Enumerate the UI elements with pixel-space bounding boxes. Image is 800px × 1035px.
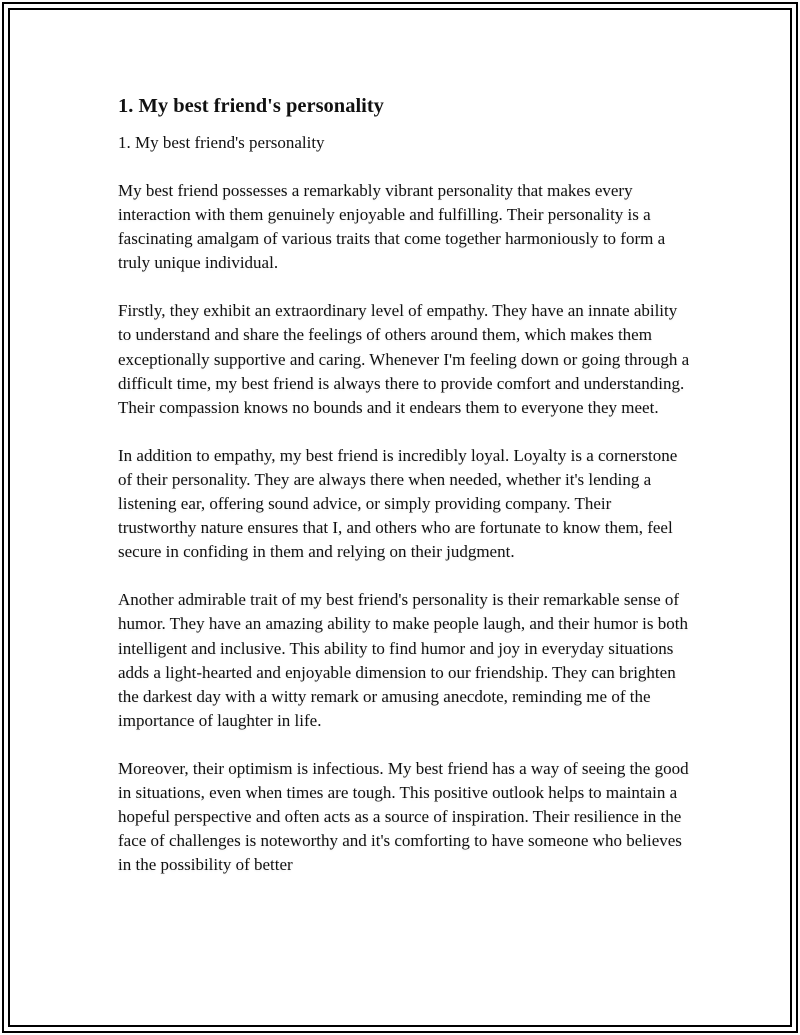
- paragraph-optimism: Moreover, their optimism is infectious. My best friend has a way of seeing the good in situations, even when times are tough. This positive outlook helps to maintain a hopeful perspective and often acts as a source of inspiration. Their resilience in the face of challenges is noteworthy and it's comforting to have someone who believes in the possibility of better: [118, 758, 689, 875]
- paragraph-loyalty: In addition to empathy, my best friend is incredibly loyal. Loyalty is a cornerstone of their personality. They are always there when needed, whether it's lending a listening ear, offering sound advice, or simply providing company. Their trustworthy nature ensures that I, and others who are fortunate to know them, feel secure in confiding in them and relying on their judgment.: [118, 445, 678, 562]
- document-subtitle: 1. My best friend's personality: [118, 133, 325, 152]
- paragraph-empathy: Firstly, they exhibit an extraordinary level of empathy. They have an innate ability to understand and share the feelings of others around them, which makes them exceptionally supportive and caring. Whenever I'm feeling down or going through a difficult time, my best friend is always there to provide comfort and understanding. Their compassion knows no bounds and it endears them to everyone they meet.: [118, 301, 690, 417]
- document-title: 1. My best friend's personality: [118, 95, 384, 117]
- document-body: [118, 93, 693, 901]
- paragraph-humor: Another admirable trait of my best friend's personality is their remarkable sense of humor. They have an amazing ability to make people laugh, and their humor is both intelligent and inclusive. This ability to find humor and joy in everyday situations adds a light-hearted and enjoyable dimension to our friendship. They can brighten the darkest day with a witty remark or amusing anecdote, reminding me of the importance of laughter in life.: [118, 590, 688, 730]
- paragraph-intro: My best friend possesses a remarkably vibrant personality that makes every interaction with them genuinely enjoyable and fulfilling. Their personality is a fascinating amalgam of various traits that come together harmoniously to form a truly unique individual.: [118, 181, 666, 273]
